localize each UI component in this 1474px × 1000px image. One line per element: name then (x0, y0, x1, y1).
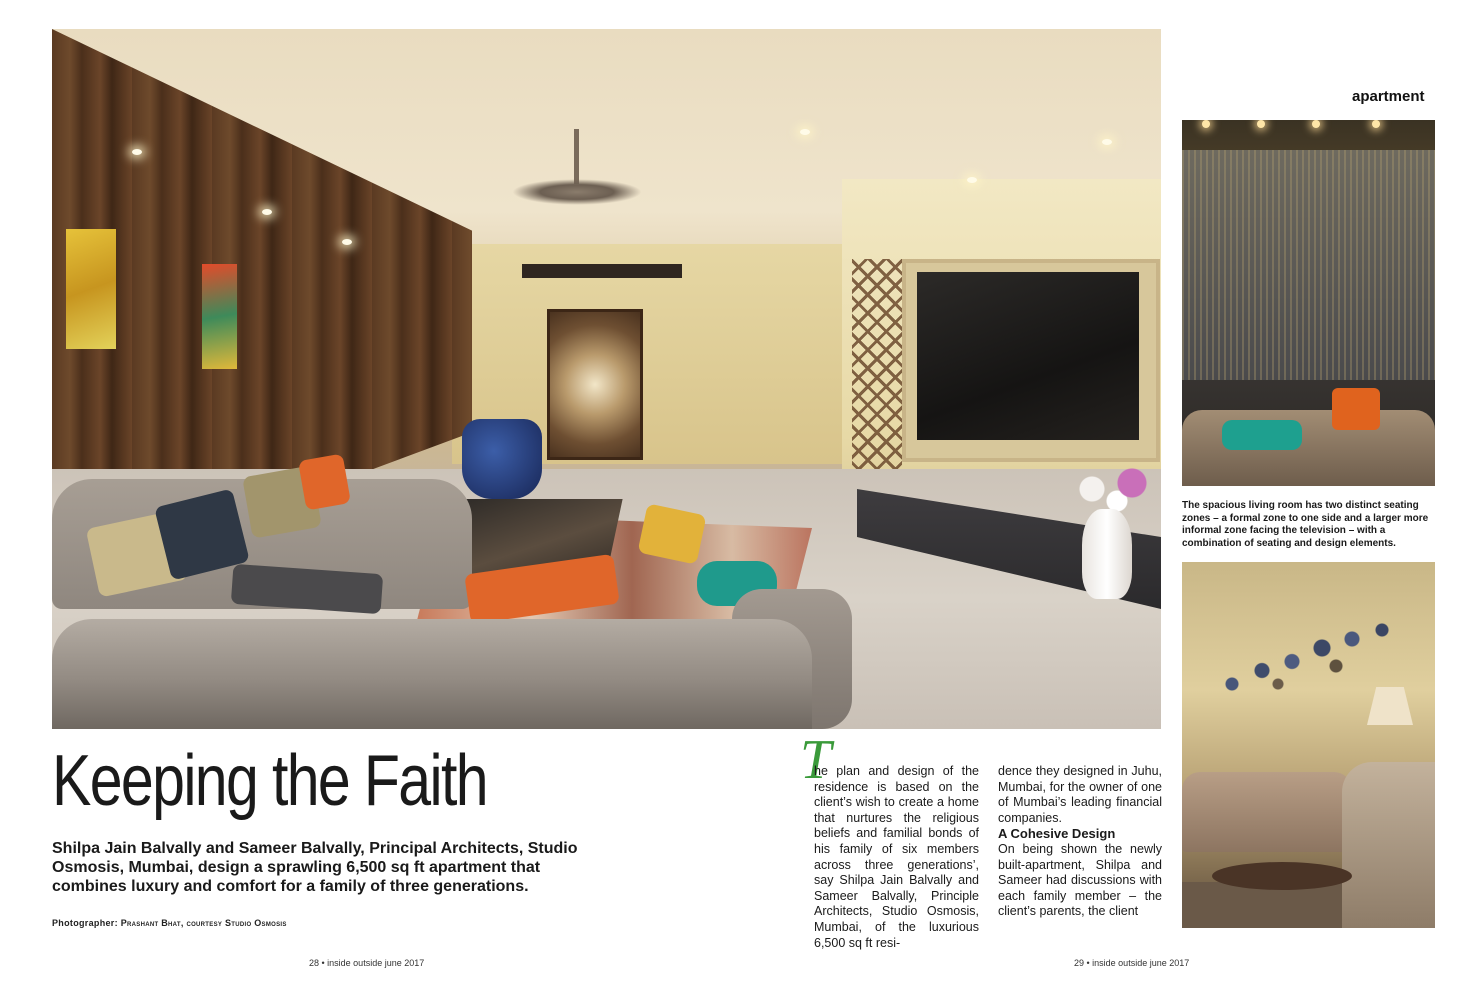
photo-downlight (1257, 120, 1265, 128)
photo-painting-right (202, 264, 237, 369)
formal-seating-photo (1182, 120, 1435, 486)
photo-cushion (298, 453, 351, 510)
drop-cap: T (800, 729, 832, 791)
photo-sheer-curtain (1182, 150, 1435, 380)
photo-painting-left (66, 229, 116, 349)
body-subhead: A Cohesive Design (998, 826, 1116, 842)
body-paragraph: dence they designed in Juhu, Mumbai, for the owner of one of Mumbai’s leading financial companies. (998, 764, 1162, 825)
folio-right: 29 • inside outside june 2017 (1074, 958, 1190, 968)
photo-orange-cushion (1332, 388, 1380, 430)
article-headline: Keeping the Faith (52, 741, 487, 821)
photo-downlight (132, 149, 142, 155)
photo-downlight (800, 129, 810, 135)
photo-coffee-table (1212, 862, 1352, 890)
photo-sofa-front (52, 619, 812, 729)
photo-downlight (1102, 139, 1112, 145)
photo-ceiling-fan (512, 179, 642, 205)
photo-blue-armchair (462, 419, 542, 499)
photo-sofa (1182, 772, 1352, 852)
photo-downlight (1372, 120, 1380, 128)
photo-downlight (967, 177, 977, 183)
photo-downlight (1202, 120, 1210, 128)
photo-downlight (342, 239, 352, 245)
folio-left: 28 • inside outside june 2017 (309, 958, 425, 968)
photo-caption: The spacious living room has two distinct seating zones – a formal zone to one side and a larger more informal zone facing the television – with a combination of seating and design elements. (1182, 500, 1429, 549)
photo-credit-text: Prashant Bhat, courtesy Studio Osmosis (120, 918, 287, 928)
photo-pendant-light (522, 264, 682, 278)
photo-white-vase (1082, 509, 1132, 599)
photo-lattice-panel (852, 259, 902, 479)
photo-credit-label: Photographer: (52, 918, 118, 928)
body-paragraph: he plan and design of the residence is based on the client’s wish to create a home that nurtures the religious beliefs and familial bonds of his family of six members across three generations’, say Shilpa Jain Balvally and Sameer Balvally, Principle Architects, Studio Osmosis, Mumbai, of the luxurious 6,500 sq ft resi- (814, 764, 979, 950)
photo-armchair (1342, 762, 1435, 928)
photo-downlight (262, 209, 272, 215)
body-column-1 (814, 764, 979, 951)
photo-carved-door (547, 309, 643, 460)
body-column-2 (998, 764, 1162, 920)
photo-credit (52, 918, 287, 928)
section-tag: apartment (1352, 88, 1425, 105)
wall-sculpture-photo (1182, 562, 1435, 928)
photo-fan-rod (574, 129, 579, 184)
photo-downlight (1312, 120, 1320, 128)
photo-television (917, 272, 1139, 440)
photo-teal-throw (1222, 420, 1302, 450)
main-living-room-photo (52, 29, 1161, 729)
photo-sofa (1182, 410, 1435, 486)
article-standfirst: Shilpa Jain Balvally and Sameer Balvally, Principal Architects, Studio Osmosis, Mumbai, design a sprawling 6,500 sq ft apartment that combines luxury and comfort for a family of three generations. (52, 840, 578, 895)
body-paragraph: On being shown the newly built-apartment, Shilpa and Sameer had discussions with each family member – the client’s parents, the client (998, 841, 1162, 919)
